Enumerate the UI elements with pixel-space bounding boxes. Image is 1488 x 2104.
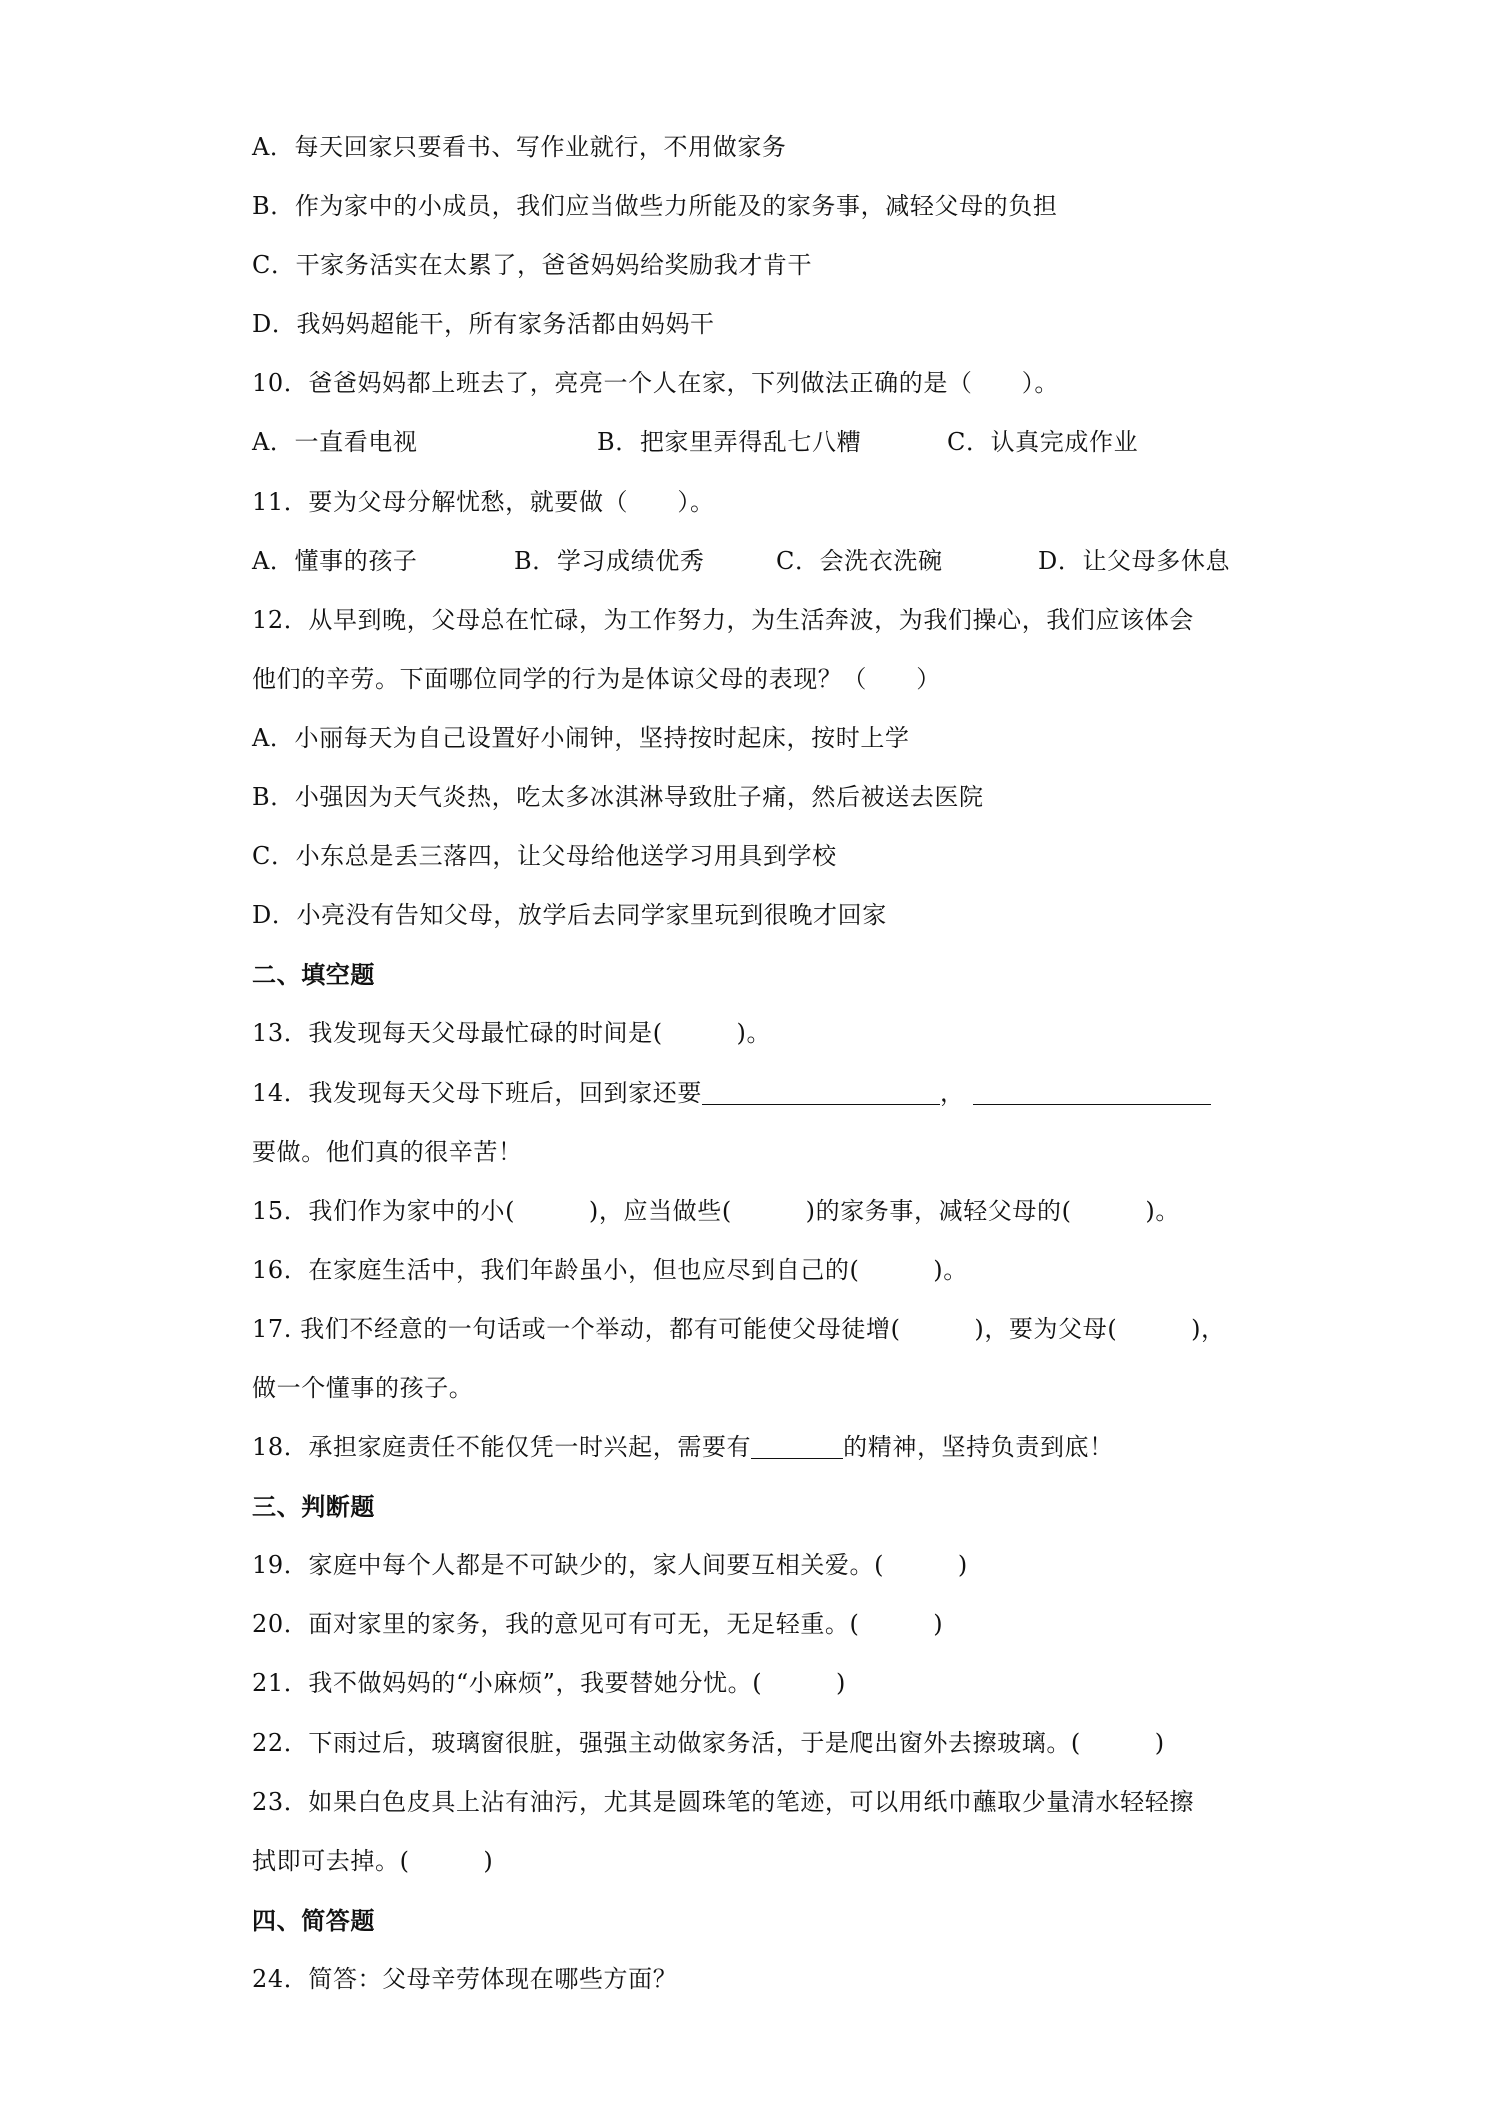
q14-separator: ， bbox=[939, 1078, 965, 1107]
q12-option-b: B．小强因为天气炎热，吃太多冰淇淋导致肚子痛，然后被送去医院 bbox=[252, 783, 984, 812]
q11-stem: 11．要为父母分解忧愁，就要做（ ）。 bbox=[252, 487, 715, 516]
q14-text: 14．我发现每天父母下班后，回到家还要 bbox=[252, 1078, 702, 1107]
q12-option-c: C．小东总是丢三落四，让父母给他送学习用具到学校 bbox=[252, 842, 837, 871]
q14-line1 bbox=[252, 1064, 1262, 1123]
q14-line2: 要做。他们真的很辛苦！ bbox=[252, 1137, 523, 1166]
q24: 24．简答：父母辛劳体现在哪些方面？ bbox=[252, 1964, 678, 1993]
q19: 19．家庭中每个人都是不可缺少的，家人间要互相关爱。( ) bbox=[252, 1551, 968, 1580]
q12-option-a: A．小丽每天为自己设置好小闹钟，坚持按时起床，按时上学 bbox=[252, 723, 910, 752]
q10-stem: 10．爸爸妈妈都上班去了，亮亮一个人在家，下列做法正确的是（ ）。 bbox=[252, 369, 1059, 398]
q11-option-c: C．会洗衣洗碗 bbox=[776, 546, 943, 575]
q10-options bbox=[252, 413, 1262, 472]
q11-options bbox=[252, 532, 1262, 591]
q10-option-b: B．把家里弄得乱七八糟 bbox=[597, 428, 862, 457]
q14-blank-1 bbox=[702, 1076, 940, 1105]
q18-text-1: 18．承担家庭责任不能仅凭一时兴起，需要有 bbox=[252, 1433, 752, 1462]
q11-option-d: D．让父母多休息 bbox=[1038, 546, 1231, 575]
q11-option-b: B．学习成绩优秀 bbox=[514, 546, 705, 575]
section-short-answer-title: 四、简答题 bbox=[252, 1905, 375, 1935]
q15: 15．我们作为家中的小( )，应当做些( )的家务事，减轻父母的( )。 bbox=[252, 1196, 1180, 1225]
q11-option-a: A．懂事的孩子 bbox=[252, 546, 418, 575]
q18-text-2: 的精神，坚持负责到底！ bbox=[843, 1433, 1114, 1462]
q9-option-c: C．干家务活实在太累了，爸爸妈妈给奖励我才肯干 bbox=[252, 251, 813, 280]
q9-option-d: D．我妈妈超能干，所有家务活都由妈妈干 bbox=[252, 310, 715, 339]
section-fill-blank-title: 二、填空题 bbox=[252, 960, 375, 990]
q23-line1: 23．如果白色皮具上沾有油污，尤其是圆珠笔的笔迹，可以用纸巾蘸取少量清水轻轻擦 bbox=[252, 1787, 1194, 1816]
q20: 20．面对家里的家务，我的意见可有可无，无足轻重。( ) bbox=[252, 1610, 944, 1639]
q18-blank bbox=[751, 1430, 843, 1459]
q23-line2: 拭即可去掉。( ) bbox=[252, 1846, 494, 1875]
q16: 16．在家庭生活中，我们年龄虽小，但也应尽到自己的( )。 bbox=[252, 1255, 968, 1284]
q17-line2: 做一个懂事的孩子。 bbox=[252, 1373, 474, 1402]
q10-option-a: A．一直看电视 bbox=[252, 428, 418, 457]
q17-line1: 17. 我们不经意的一句话或一个举动，都有可能使父母徒增( )，要为父母( )， bbox=[252, 1314, 1226, 1343]
q12-stem-line1: 12．从早到晚，父母总在忙碌，为工作努力，为生活奔波，为我们操心，我们应该体会 bbox=[252, 605, 1194, 634]
q22: 22．下雨过后，玻璃窗很脏，强强主动做家务活，于是爬出窗外去擦玻璃。( ) bbox=[252, 1728, 1165, 1757]
q12-stem-line2: 他们的辛劳。下面哪位同学的行为是体谅父母的表现？（ ） bbox=[252, 664, 941, 693]
q12-option-d: D．小亮没有告知父母，放学后去同学家里玩到很晚才回家 bbox=[252, 901, 887, 930]
q21: 21．我不做妈妈的“小麻烦”，我要替她分忧。( ) bbox=[252, 1669, 847, 1698]
q18 bbox=[252, 1418, 1262, 1477]
q9-option-b: B．作为家中的小成员，我们应当做些力所能及的家务事，减轻父母的负担 bbox=[252, 192, 1058, 221]
q9-option-a: A．每天回家只要看书、写作业就行，不用做家务 bbox=[252, 133, 787, 161]
worksheet-page bbox=[252, 118, 1262, 2009]
q13: 13．我发现每天父母最忙碌的时间是( )。 bbox=[252, 1019, 772, 1048]
q14-blank-2 bbox=[973, 1076, 1211, 1105]
q10-option-c: C．认真完成作业 bbox=[947, 428, 1139, 457]
section-true-false-title: 三、判断题 bbox=[252, 1492, 375, 1522]
